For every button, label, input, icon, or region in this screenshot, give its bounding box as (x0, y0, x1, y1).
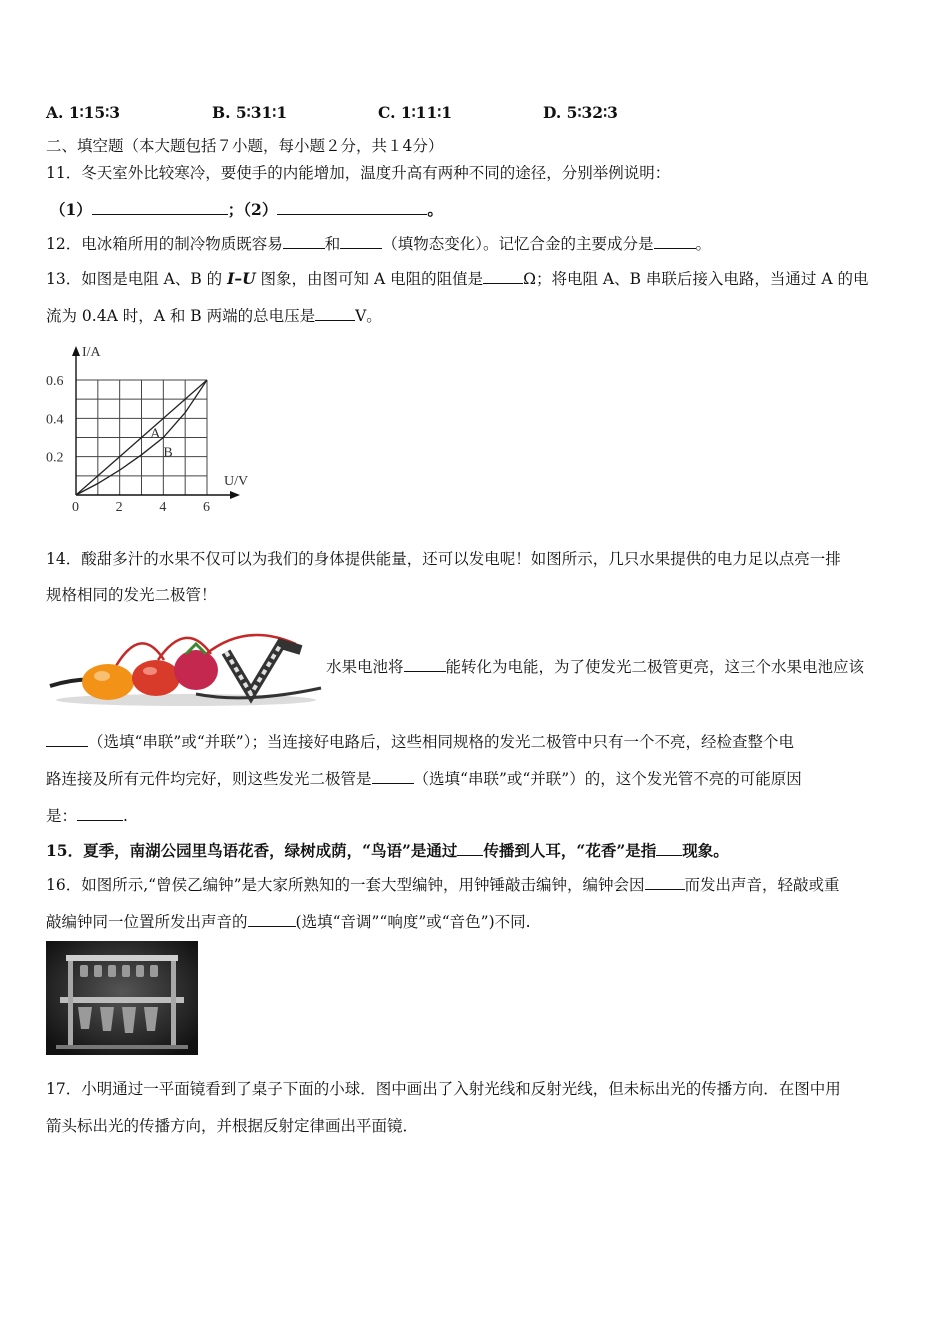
y-axis-arrow (72, 346, 80, 356)
q12-part-d: 。 (695, 235, 712, 253)
q11-text: 11．冬天室外比较寒冷，要使手的内能增加，温度升高有两种不同的途径，分别举例说明： (46, 164, 671, 182)
x-tick-label: 4 (159, 500, 167, 515)
option-a: A. 1∶15∶3 (46, 103, 121, 122)
y-tick-label: 0.2 (46, 450, 64, 466)
q14-side-b: 能转化为电能，为了使发光二极管更亮，这三个水果电池应该 (445, 658, 865, 676)
q13-part-e: V。 (355, 307, 382, 325)
q12-blank-3[interactable] (654, 233, 696, 249)
q14-line-5-a: 路连接及所有元件均完好，则这些发光二极管是 (46, 770, 372, 788)
q14-line-4 (46, 731, 794, 752)
q16-part-b: 而发出声音，轻敲或重 (684, 876, 840, 894)
q15-blank-1[interactable] (457, 840, 483, 856)
fruit-battery-photo (46, 614, 324, 706)
q13-iu: I–U (227, 269, 256, 288)
q13-blank-1[interactable] (483, 268, 523, 284)
q13-part-c: Ω；将电阻 A、B 串联后接入电路，当通过 A 的电 (523, 270, 869, 288)
q13-line-2 (46, 305, 382, 326)
x-tick-label: 0 (72, 500, 79, 515)
q14-line-5-b: （选填“串联”或“并联”）的，这个发光管不亮的可能原因 (413, 770, 802, 788)
q14-side-text (326, 656, 864, 677)
q11-blank-1[interactable] (92, 199, 228, 215)
q12-part-c: （填物态变化）。记忆合金的主要成分是 (382, 235, 654, 253)
q12-blank-2[interactable] (340, 233, 382, 249)
q14-line-2: 规格相同的发光二极管！ (46, 586, 217, 604)
q11-label-1: （1） (50, 200, 92, 219)
q14-line-6-b: . (123, 807, 128, 825)
q14-line-1: 14．酸甜多汁的水果不仅可以为我们的身体提供能量，还可以发电呢！如图所示，几只水果提供的电力足以点亮一排 (46, 550, 841, 568)
q16-line-2 (46, 911, 531, 932)
q14-blank-2[interactable] (46, 731, 88, 747)
q11-blank-2[interactable] (277, 199, 427, 215)
q13-blank-2[interactable] (315, 305, 355, 321)
q12-text (46, 233, 711, 254)
q14-line-6 (46, 805, 128, 826)
q17-line-2: 箭头标出光的传播方向，并根据反射定律画出平面镜． (46, 1117, 419, 1135)
option-d: D. 5∶32∶3 (543, 103, 618, 122)
q16-part-d: (选填“音调”“响度”或“音色”)不同. (295, 913, 531, 931)
q16-part-c: 敲编钟同一位置所发出声音的 (46, 913, 248, 931)
option-c: C. 1∶11∶1 (378, 103, 453, 122)
q15-text (46, 840, 729, 861)
q14-line-4-text: （选填“串联”或“并联”）；当连接好电路后，这些相同规格的发光二极管中只有一个不亮，经检查整个电 (88, 733, 794, 751)
q11-end: 。 (427, 200, 443, 219)
q15-part-c: 现象。 (682, 841, 729, 860)
x-axis-label: U/V (224, 474, 249, 489)
q13-part-d: 流为 0.4A 时，A 和 B 两端的总电压是 (46, 307, 316, 325)
y-tick-label: 0.4 (46, 412, 64, 428)
q15-part-b: 传播到人耳，“花香”是指 (483, 841, 657, 860)
x-tick-label: 6 (203, 500, 210, 515)
q17-line-1: 17．小明通过一平面镜看到了桌子下面的小球．图中画出了入射光线和反射光线，但未标出光的传播方向．在图中用 (46, 1080, 841, 1098)
q14-blank-1[interactable] (404, 656, 446, 672)
q11-answers (50, 199, 443, 220)
q14-line-5 (46, 768, 802, 789)
q12-part-b: 和 (324, 235, 341, 253)
q14-blank-4[interactable] (77, 805, 123, 821)
y-tick-label: 0.6 (46, 374, 64, 389)
y-axis-label: I/A (82, 345, 101, 360)
q13-part-b: 图象，由图可知 A 电阻的阻值是 (255, 270, 484, 288)
x-axis-arrow (230, 491, 240, 499)
bianzhong-photo (46, 941, 198, 1055)
q15-blank-2[interactable] (656, 840, 682, 856)
option-b: B. 5∶31∶1 (212, 103, 288, 122)
q15-part-a: 15．夏季，南湖公园里鸟语花香，绿树成荫，“鸟语”是通过 (46, 841, 458, 860)
x-tick-label: 2 (115, 500, 123, 515)
q14-side-a: 水果电池将 (326, 658, 404, 676)
q16-line-1 (46, 874, 840, 895)
series-label-A: A (150, 426, 161, 442)
q14-blank-3[interactable] (372, 768, 414, 784)
q16-blank-2[interactable] (248, 911, 296, 927)
q11-label-2: ；（2） (227, 200, 278, 219)
q12-part-a: 12．电冰箱所用的制冷物质既容易 (46, 235, 283, 253)
q12-blank-1[interactable] (283, 233, 325, 249)
q13-part-a: 13．如图是电阻 A、B 的 (46, 270, 228, 288)
iu-chart (40, 340, 260, 520)
q13-line-1 (46, 268, 868, 289)
series-label-B: B (163, 445, 173, 461)
q16-blank-1[interactable] (645, 874, 685, 890)
section-heading: 二、填空题（本大题包括７小题，每小题２分，共１4分） (46, 137, 444, 155)
q16-part-a: 16．如图所示,“曾侯乙编钟”是大家所熟知的一套大型编钟，用钟锤敲击编钟，编钟会因 (46, 876, 645, 894)
q14-line-6-a: 是： (46, 807, 78, 825)
